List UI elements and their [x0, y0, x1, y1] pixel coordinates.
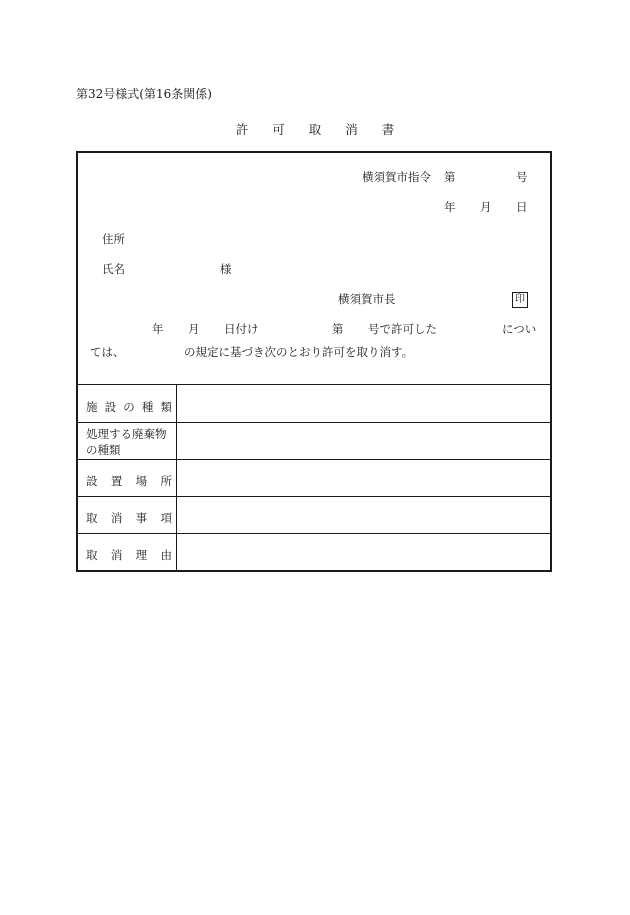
label-char: 置 [110, 474, 123, 488]
seal-mark: 印 [512, 292, 528, 308]
row-divider [78, 422, 550, 423]
row-label-location [86, 473, 172, 489]
label-char: 消 [110, 548, 123, 562]
row-label-revocation-items [86, 510, 172, 526]
address-label: 住所 [102, 232, 125, 246]
body-concerning: につい [502, 322, 537, 336]
mayor-title: 横須賀市長 [338, 292, 396, 306]
body-month: 月 [188, 322, 200, 336]
date-day: 日 [516, 200, 528, 214]
date-year: 年 [444, 200, 456, 214]
title-char: 可 [272, 122, 285, 137]
form-number: 第32号様式(第16条関係) [76, 87, 212, 101]
label-char: 取 [86, 548, 98, 562]
honorific: 様 [220, 262, 232, 276]
table-column-divider [176, 385, 177, 570]
row-divider [78, 459, 550, 460]
date-month: 月 [480, 200, 492, 214]
reference-number-prefix: 第 [444, 170, 456, 184]
label-char: 消 [110, 511, 123, 525]
label-char: 施 [86, 400, 98, 414]
label-char: 事 [135, 511, 148, 525]
label-char: 場 [135, 474, 148, 488]
row-divider [78, 533, 550, 534]
body-number-prefix: 第 [332, 322, 344, 336]
title-char: 書 [381, 122, 395, 137]
form-frame [76, 151, 552, 572]
label-char: 所 [160, 474, 172, 488]
table-top-border [78, 384, 550, 385]
label-char: 理 [135, 548, 148, 562]
label-char: 取 [86, 511, 98, 525]
label-line: 処理する廃棄物 [86, 427, 167, 441]
label-line: の種類 [86, 442, 121, 457]
body-line2-rest: の規定に基づき次のとおり許可を取り消す。 [184, 345, 414, 359]
body-year: 年 [152, 322, 164, 336]
label-char: 設 [86, 474, 98, 488]
title-char: 消 [345, 122, 358, 137]
label-char: 類 [160, 400, 172, 414]
body-line2-start: ては、 [90, 345, 125, 359]
row-label-waste-type [86, 427, 172, 458]
document-title [0, 120, 630, 138]
body-dated: 日付け [224, 322, 259, 336]
name-label: 氏名 [102, 262, 125, 276]
label-char: 項 [160, 511, 172, 525]
title-char: 許 [235, 122, 249, 137]
title-char: 取 [308, 122, 322, 137]
label-char: 種 [141, 400, 154, 414]
row-divider [78, 496, 550, 497]
label-char: の [123, 400, 135, 414]
row-label-revocation-reason [86, 547, 172, 563]
row-label-facility-type [86, 399, 172, 415]
label-char: 設 [104, 400, 117, 414]
reference-number-suffix: 号 [516, 170, 528, 184]
label-char: 由 [160, 548, 172, 562]
body-permitted: 号で許可した [368, 322, 437, 336]
issuer-reference: 横須賀市指令 [362, 170, 431, 184]
